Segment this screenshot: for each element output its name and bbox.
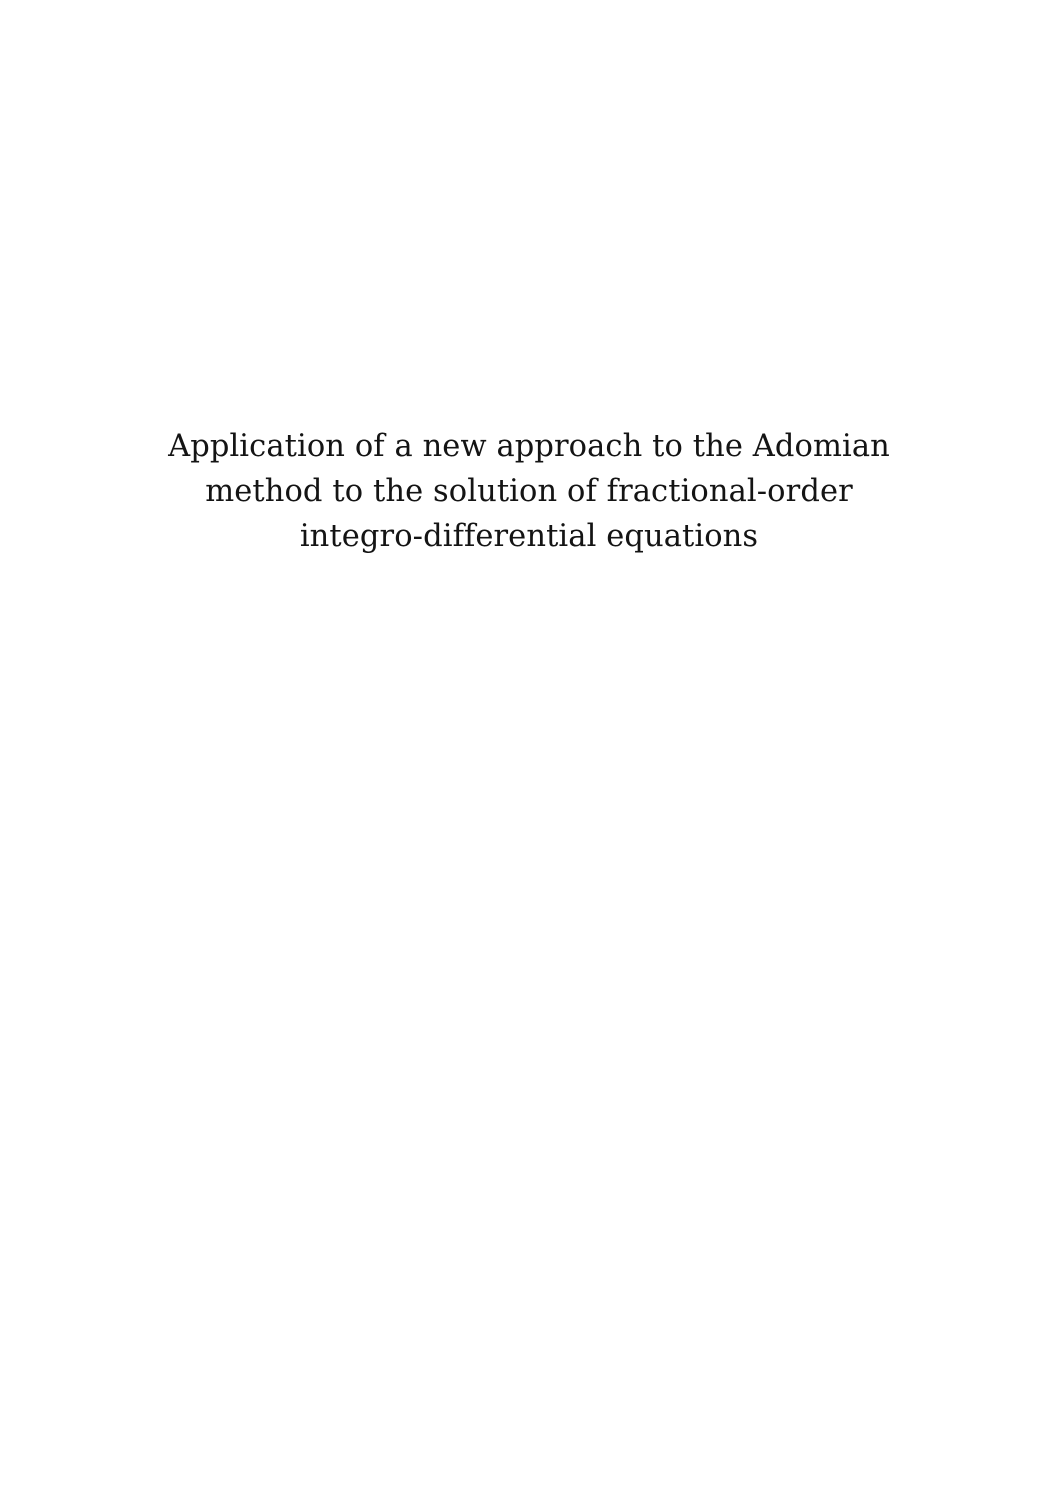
page-title xyxy=(0,424,1058,559)
title-line-3: integro-differential equations xyxy=(299,519,759,554)
title-line-1: Application of a new approach to the Adomian xyxy=(168,429,890,464)
title-line-2: method to the solution of fractional-order xyxy=(205,474,853,509)
